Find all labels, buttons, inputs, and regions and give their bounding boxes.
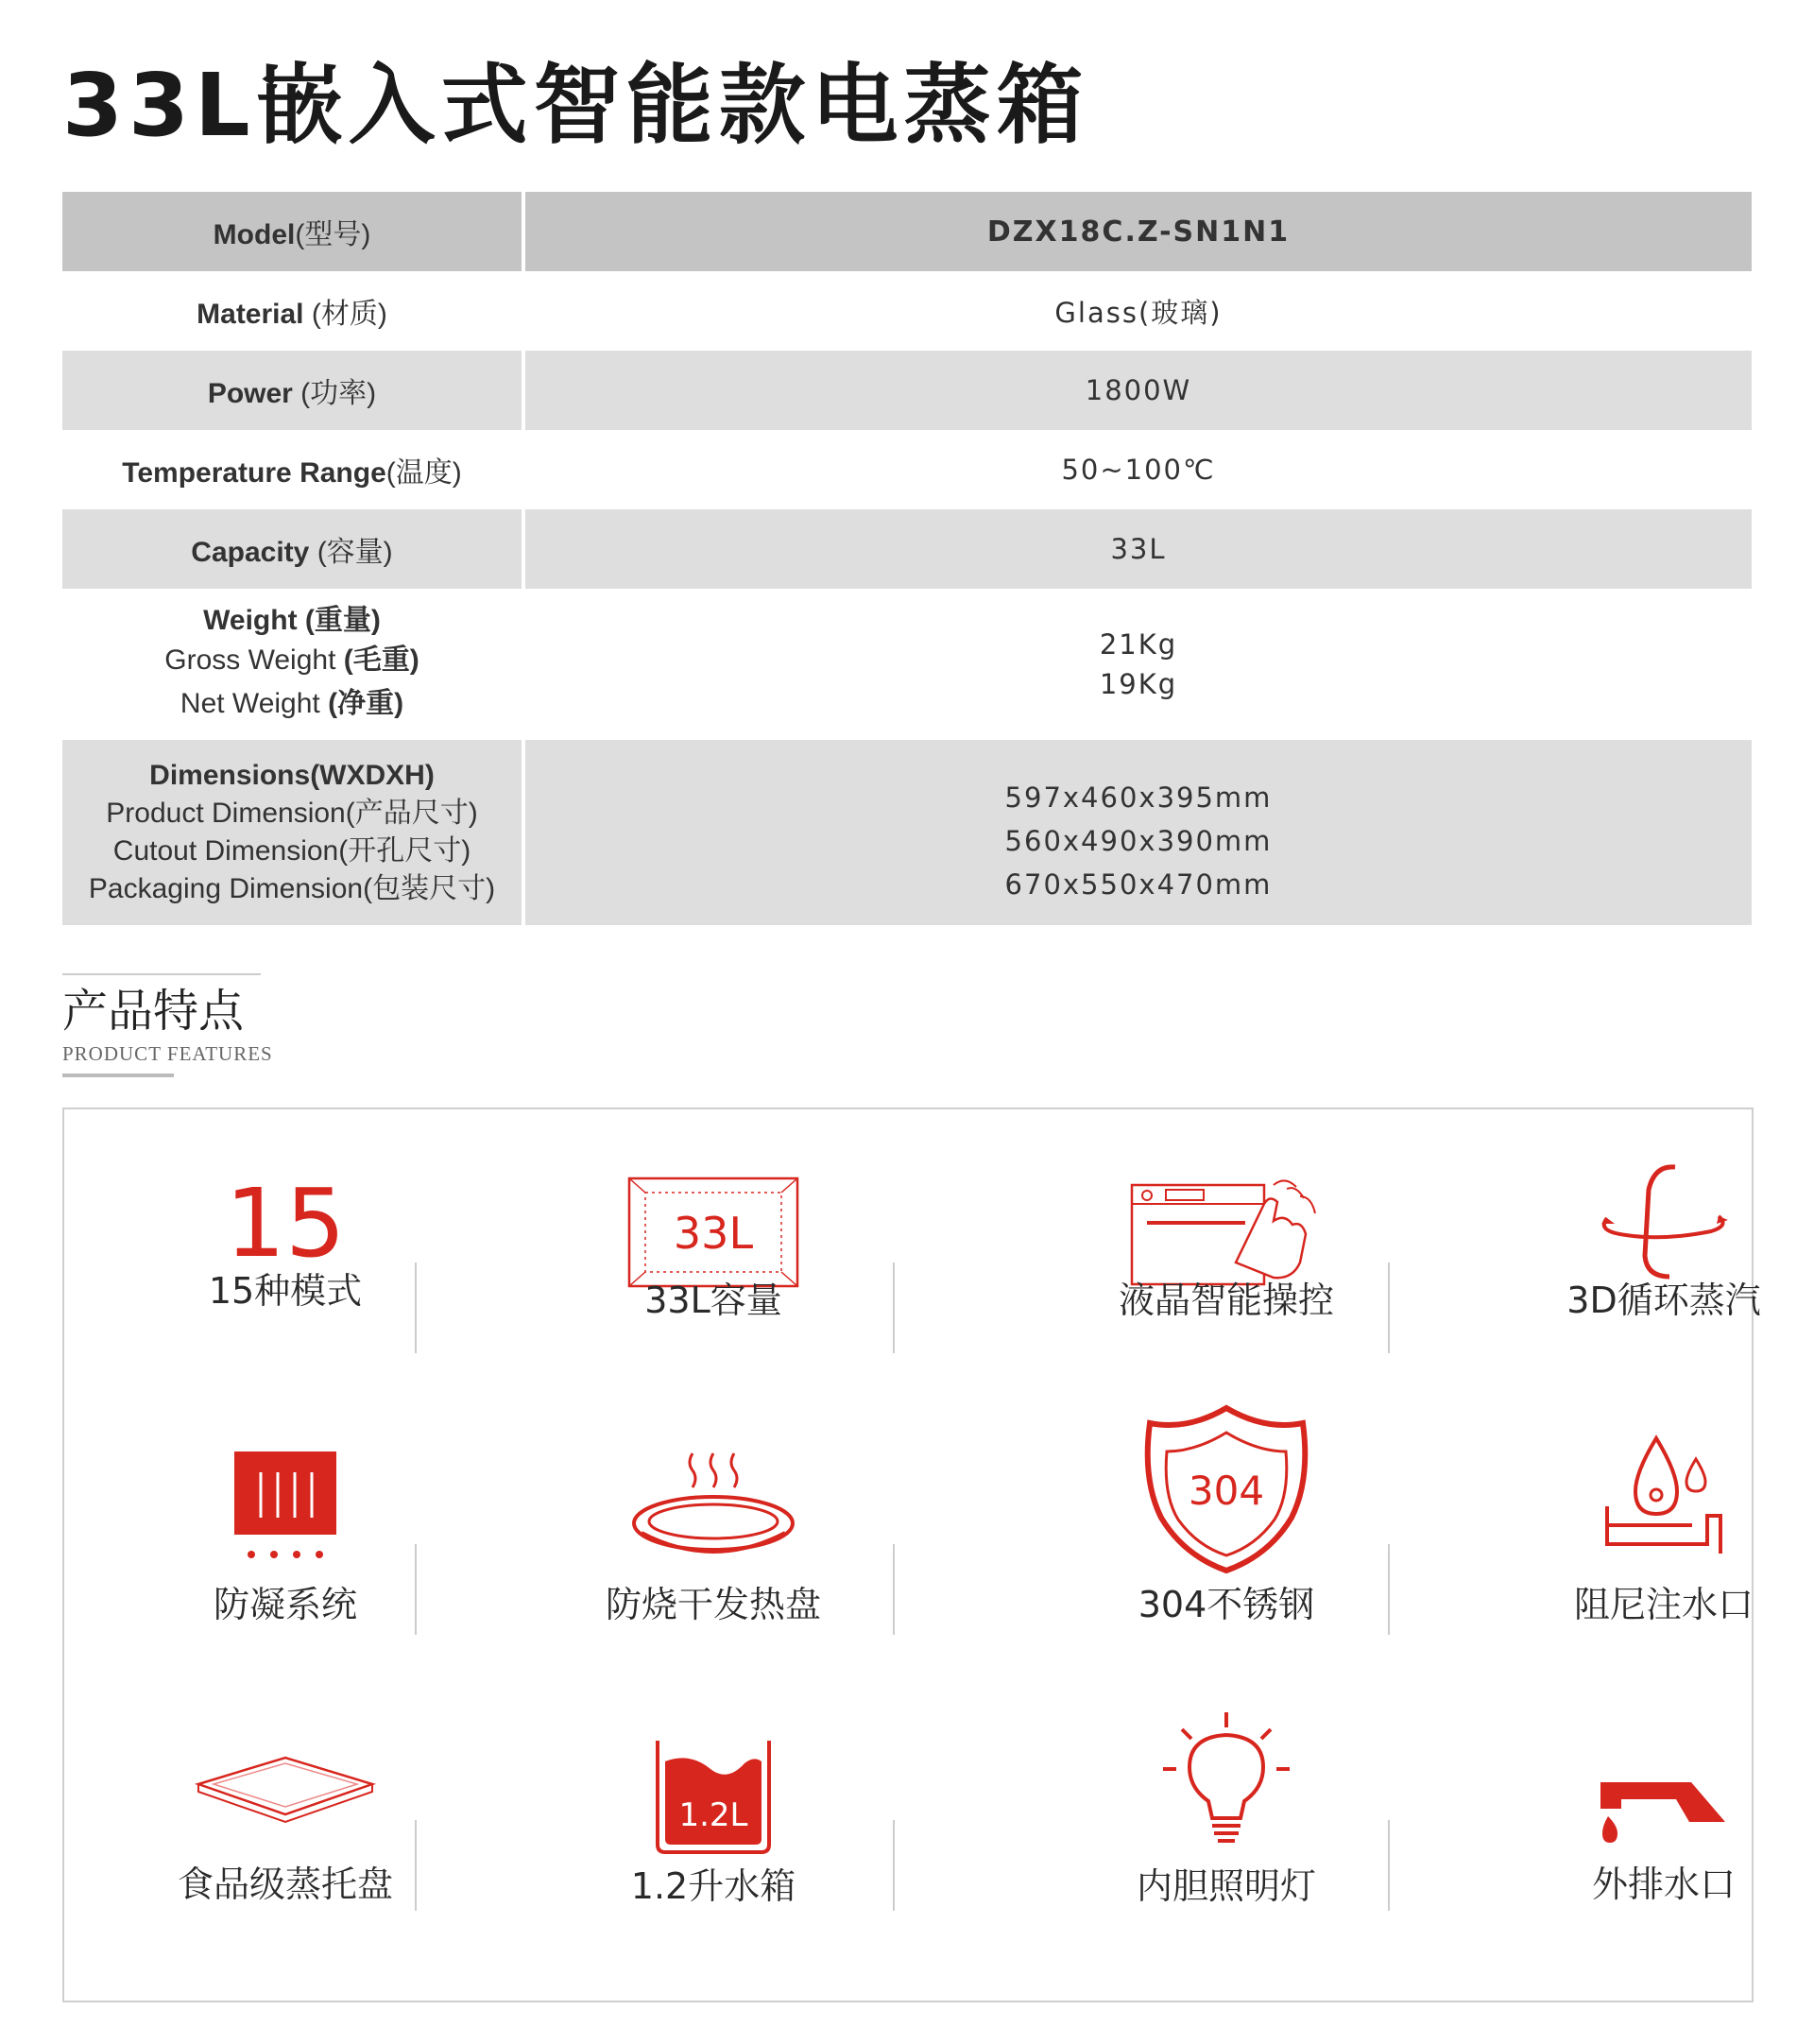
feature-interior-light	[1037, 1709, 1415, 1943]
feature-label: 液晶智能操控	[1118, 1280, 1334, 1321]
steam-tray-icon	[96, 1752, 474, 1880]
feature-steam-tray	[96, 1752, 474, 1941]
divider	[415, 1262, 417, 1353]
feature-water-tank	[524, 1735, 902, 1943]
spec-row-capacity	[62, 509, 1752, 589]
divider	[1388, 1544, 1390, 1635]
3d-steam-icon	[1475, 1161, 1814, 1289]
svg-text:15: 15	[225, 1168, 346, 1270]
spec-row-material	[62, 271, 1752, 351]
divider	[1388, 1820, 1390, 1911]
section-title: 产品特点	[62, 985, 245, 1038]
feature-water-inlet	[1475, 1431, 1814, 1635]
svg-text:1.2L: 1.2L	[678, 1796, 748, 1834]
features-panel	[62, 1108, 1761, 2002]
spec-value: DZX18C.Z-SN1N1	[523, 192, 1752, 271]
feature-label: 1.2升水箱	[630, 1865, 796, 1907]
spec-value: 50~100℃	[523, 430, 1752, 509]
water-inlet-icon	[1475, 1431, 1814, 1572]
spec-value: 1800W	[523, 351, 1752, 430]
feature-anti-condensation	[96, 1446, 474, 1635]
spec-key: Power (功率)	[62, 351, 523, 430]
feature-label: 33L容量	[644, 1280, 782, 1321]
feature-label: 304不锈钢	[1138, 1584, 1315, 1625]
divider	[415, 1820, 417, 1911]
feature-label: 阻尼注水口	[1573, 1584, 1754, 1625]
section-rule-top	[62, 973, 261, 975]
spec-value: 597x460x395mm 560x490x390mm 670x550x470mm	[523, 740, 1752, 925]
section-rule-bottom	[62, 1074, 174, 1077]
feature-label: 外排水口	[1591, 1864, 1736, 1905]
drain-outlet-icon	[1475, 1767, 1814, 1852]
spec-value: 33L	[523, 509, 1752, 589]
feature-label: 15种模式	[208, 1270, 363, 1312]
feature-modes	[96, 1166, 474, 1355]
spec-key: Temperature Range(温度)	[62, 430, 523, 509]
svg-text:304: 304	[1188, 1468, 1265, 1514]
spec-key: Capacity (容量)	[62, 509, 523, 589]
feature-label: 3D循环蒸汽	[1566, 1280, 1761, 1321]
spec-key: Model(型号)	[62, 192, 523, 271]
divider	[893, 1544, 895, 1635]
svg-text:33L: 33L	[673, 1208, 754, 1259]
section-subtitle: PRODUCT FEATURES	[62, 1042, 273, 1065]
spec-row-temperature	[62, 430, 1752, 509]
feature-drain-outlet	[1475, 1767, 1814, 1941]
spec-row-power	[62, 351, 1752, 430]
page-title: 33L嵌入式智能款电蒸箱	[62, 55, 1089, 156]
feature-capacity	[524, 1176, 902, 1365]
feature-stainless-steel	[1037, 1404, 1415, 1635]
divider	[415, 1544, 417, 1635]
spec-row-weight	[62, 589, 1752, 740]
feature-label: 内胆照明灯	[1136, 1865, 1316, 1907]
spec-value: Glass(玻璃)	[523, 271, 1752, 351]
feature-3d-steam	[1475, 1161, 1814, 1350]
divider	[893, 1262, 895, 1353]
spec-key: Weight (重量) Gross Weight (毛重) Net Weight (净重)	[62, 589, 523, 740]
anti-condensation-icon	[96, 1446, 474, 1573]
spec-key: Dimensions(WXDXH) Product Dimension(产品尺寸) Cutout Dimension(开孔尺寸) Packaging Dimension(包装尺寸)	[62, 740, 523, 925]
spec-table	[62, 192, 1752, 925]
feature-lcd-control	[1037, 1176, 1415, 1365]
divider	[1388, 1262, 1390, 1353]
feature-label: 食品级蒸托盘	[177, 1864, 393, 1905]
spec-key: Material (材质)	[62, 271, 523, 351]
divider	[893, 1820, 895, 1911]
light-bulb-icon	[1037, 1709, 1415, 1869]
feature-heating-plate	[524, 1446, 902, 1635]
water-tank-icon	[524, 1735, 902, 1867]
spec-row-dimensions	[62, 740, 1752, 925]
heating-plate-icon	[524, 1446, 902, 1573]
shield-304-icon	[1037, 1404, 1415, 1574]
spec-row-model	[62, 192, 1752, 271]
spec-value: 21Kg 19Kg	[523, 589, 1752, 740]
feature-label: 防凝系统	[213, 1584, 357, 1625]
feature-label: 防烧干发热盘	[605, 1584, 821, 1625]
